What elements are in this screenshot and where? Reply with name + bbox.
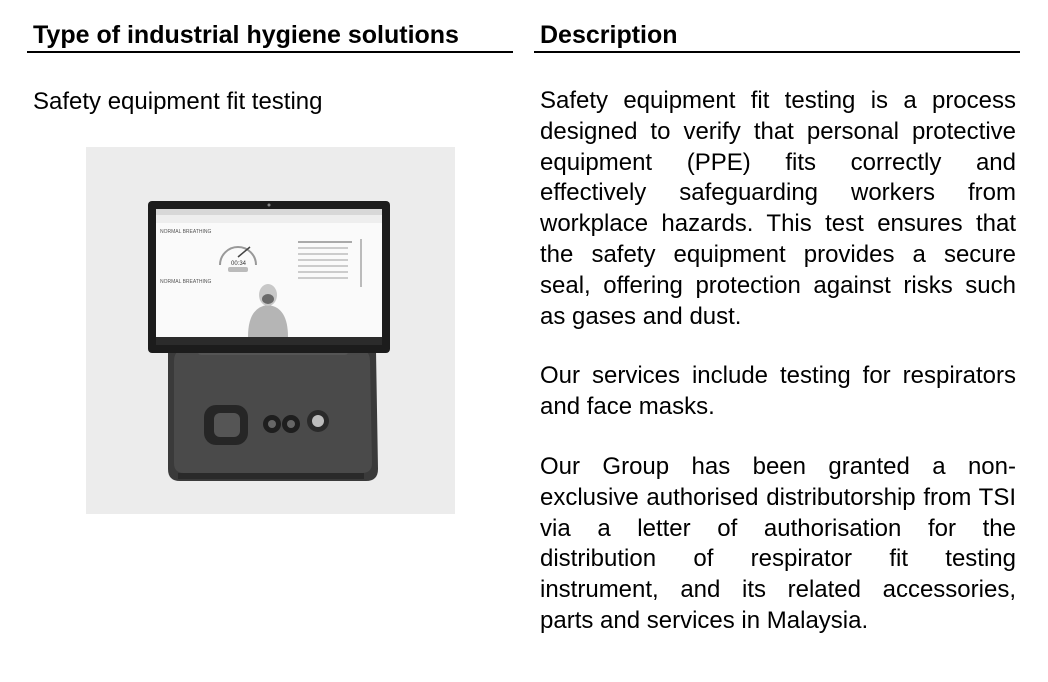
description-paragraph-2: Our services include testing for respirators and face masks.	[540, 362, 1016, 421]
header-underline-right	[534, 51, 1020, 53]
column-header-description: Description	[540, 21, 678, 49]
description-text	[540, 86, 1016, 666]
header-underline-left	[27, 51, 513, 53]
fit-testing-device-illustration	[86, 147, 455, 514]
description-paragraph-3: Our Group has been granted a non-exclusive authorised distributorship from TSI via a letter of authorisation for the distribution of respirator fit testing instrument, and its related accessories, parts and services in Malaysia.	[540, 452, 1016, 634]
fit-testing-device-photo	[86, 147, 455, 514]
device-status-text-top: NORMAL BREATHING	[160, 229, 212, 235]
column-header-type: Type of industrial hygiene solutions	[33, 21, 459, 49]
device-status-text-bottom: NORMAL BREATHING	[160, 279, 212, 285]
solution-type-label: Safety equipment fit testing	[33, 88, 323, 115]
device-timer-text: 00:34	[231, 261, 247, 267]
description-paragraph-1: Safety equipment fit testing is a process designed to verify that personal protective equipment (PPE) fits correctly and effectively safeguarding workers from workplace hazards. This test ensures that the safety equipment provides a secure seal, offering protection against risks such as gases and dust.	[540, 87, 1016, 330]
